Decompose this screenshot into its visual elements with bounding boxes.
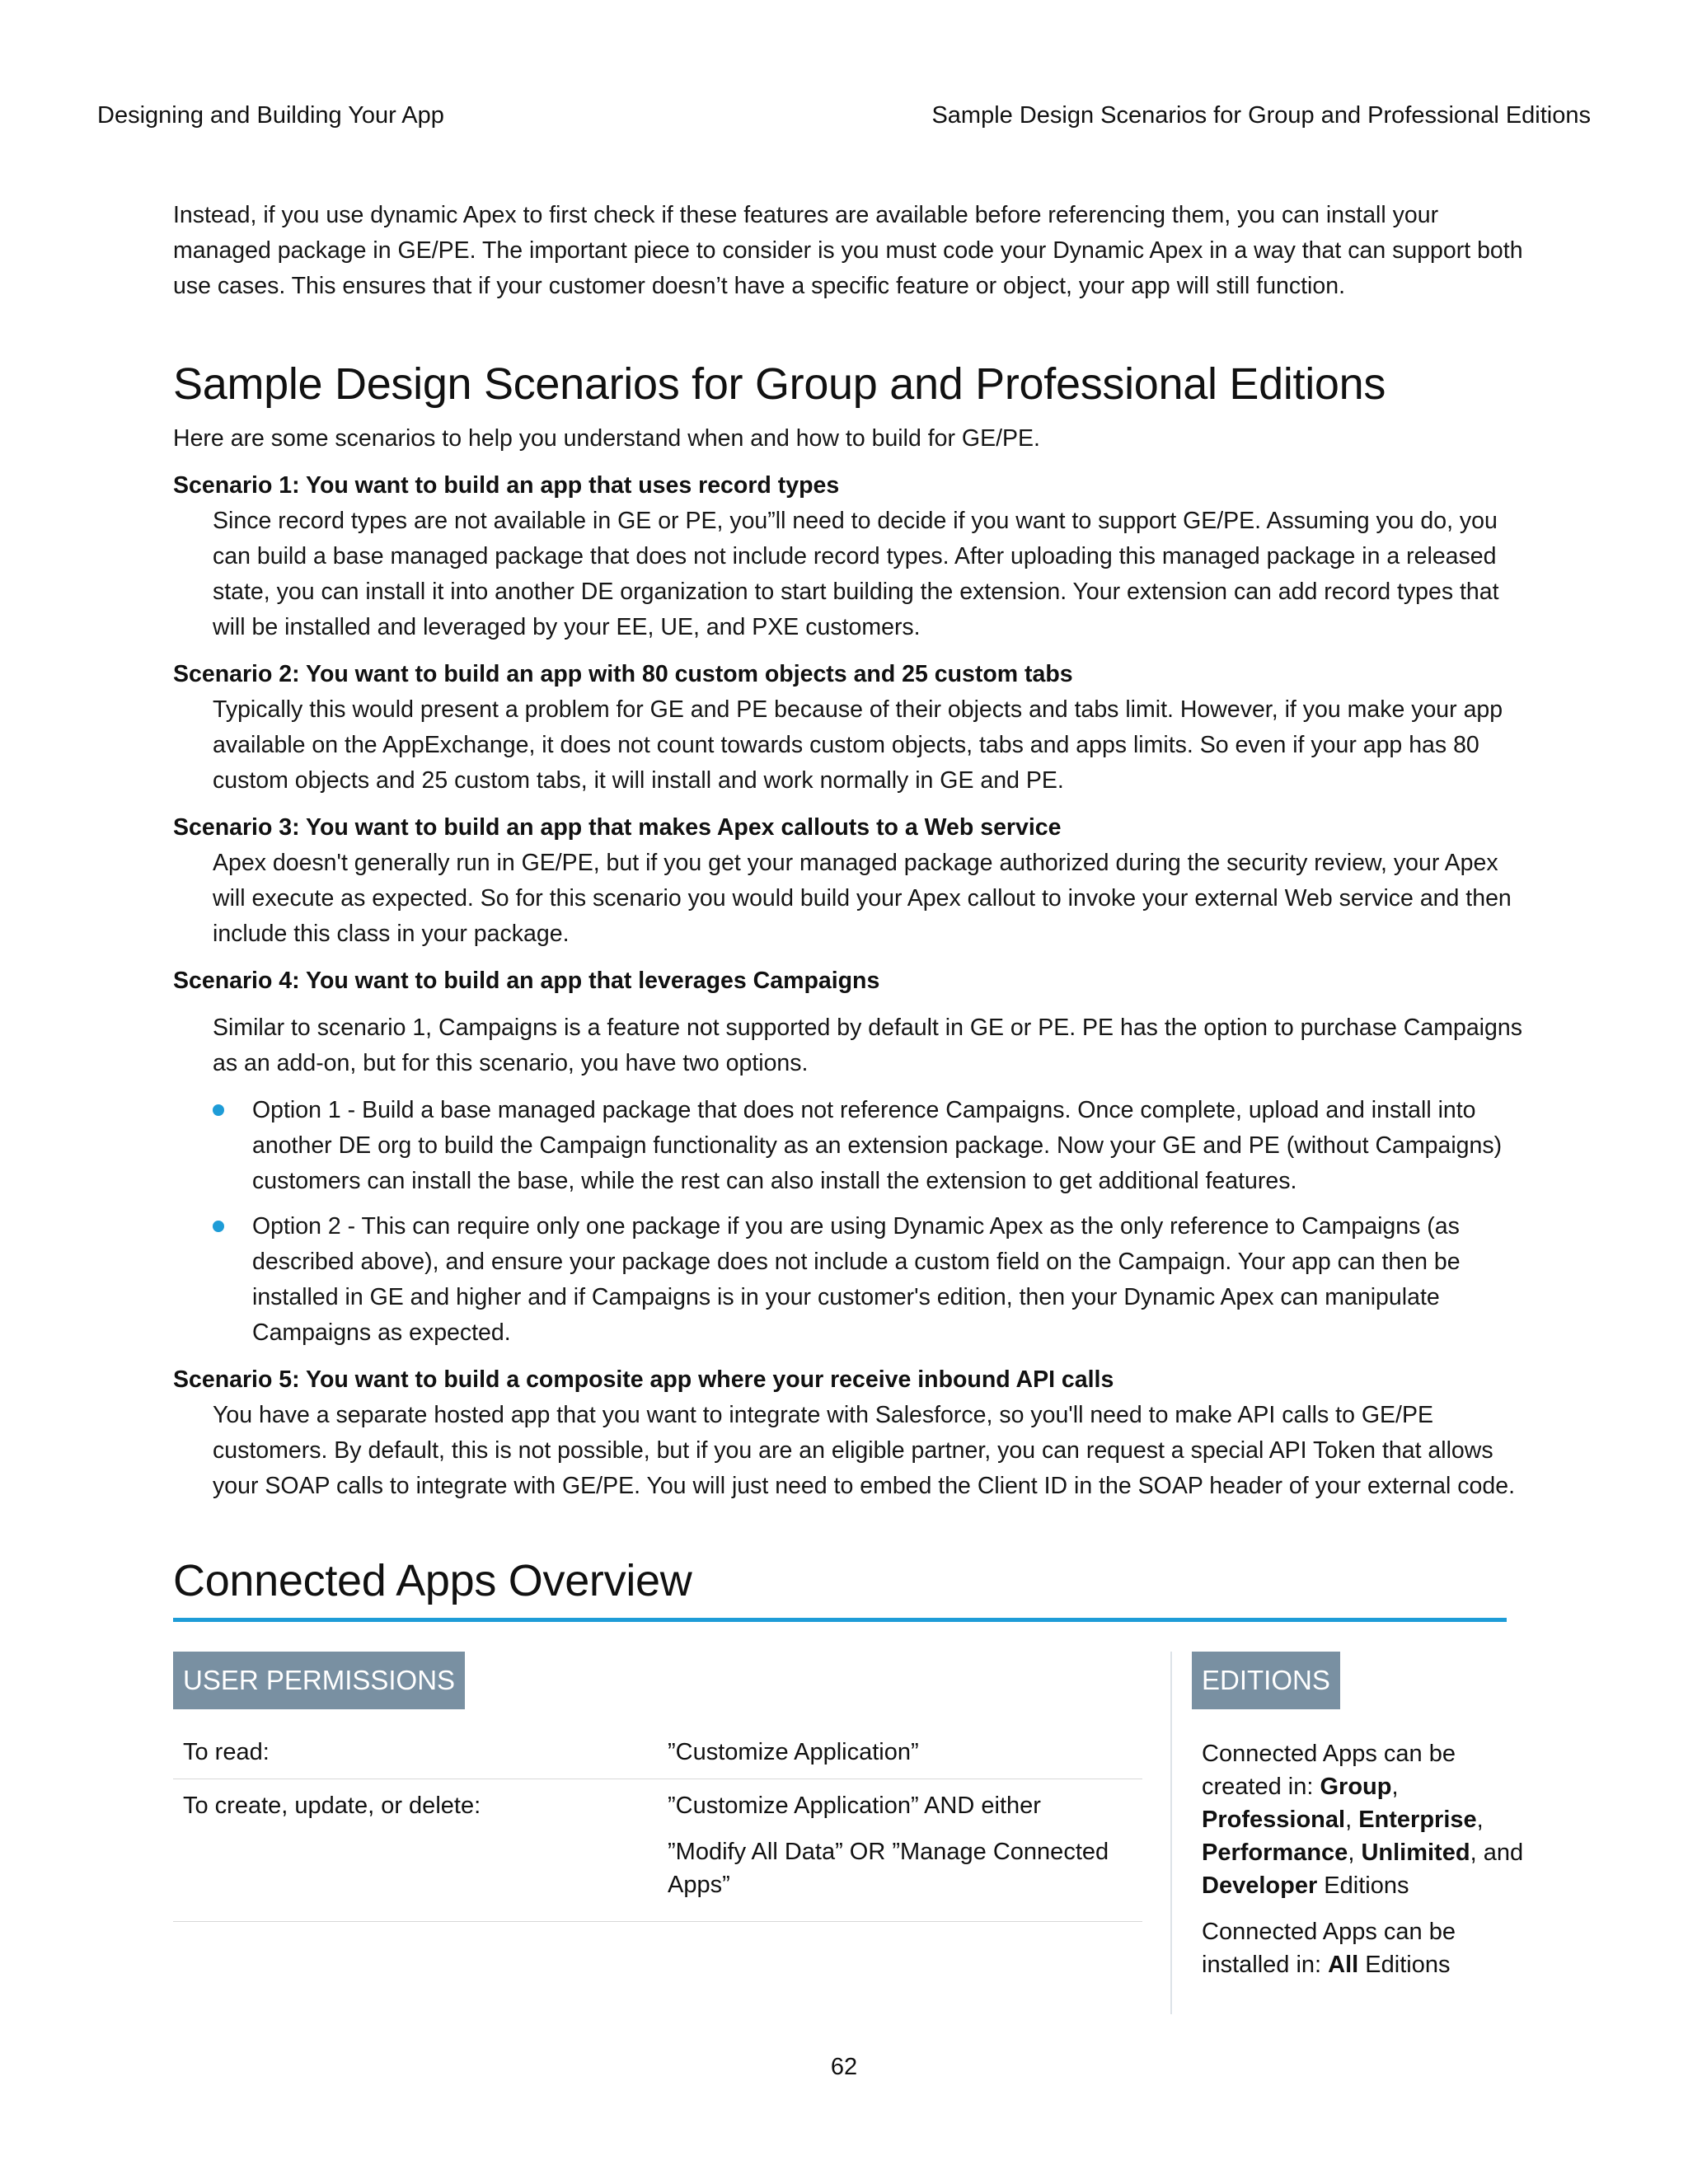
edition-unlimited: Unlimited [1361, 1840, 1470, 1866]
permission-label: To read: [173, 1726, 658, 1779]
editions-badge: EDITIONS [1192, 1652, 1340, 1709]
permission-value-cell [658, 1779, 1142, 1922]
scenario-body: Apex doesn't generally run in GE/PE, but if you get your managed package authorized during the security review, your Apex will execute as expected. So for this scenario you would build your Apex callout to invoke your external Web service and then include this class in your package. [213, 850, 1512, 947]
running-header [97, 97, 1591, 134]
table-row [173, 1779, 1142, 1922]
scenario-title: Scenario 5: You want to build a composite app where your receive inbound API calls [173, 1366, 1114, 1393]
scenario-4 [173, 963, 1525, 1351]
scenario-body: Typically this would present a problem for GE and PE because of their objects and tabs limit. However, if you make your app available on the AppExchange, it does not count towards custom objects, tabs and apps limits. So even if your app has 80 custom objects and 25 custom tabs, it will install and work normally in GE and PE. [213, 696, 1503, 794]
column-divider [1170, 1652, 1172, 2014]
list-item [213, 1209, 1525, 1351]
connected-apps-heading: Connected Apps Overview [173, 1556, 692, 1605]
option-2-text: Option 2 - This can require only one package if you are using Dynamic Apex as the only reference to Campaigns (as described above), and ensure your package does not include a custom field on the Campaign. Your app can then be installed in GE and higher and if Campaigns is in your customer's edition, then your Dynamic Apex can manipulate Campaigns as expected. [252, 1213, 1461, 1346]
scenario-5 [173, 1362, 1525, 1504]
permission-value: ”Customize Application” [658, 1726, 1142, 1779]
edition-group: Group [1320, 1774, 1392, 1800]
header-chapter-title: Designing and Building Your App [97, 102, 444, 129]
scenario-body: Since record types are not available in GE or PE, you”ll need to decide if you want to support GE/PE. Assuming you do, you can build a base managed package that does not include record types. After uploading this managed package in a released state, you can install it into another DE organization to start building the extension. Your extension can add record types that will be installed and leveraged by your EE, UE, and PXE customers. [213, 508, 1499, 640]
editions-text [1192, 1737, 1525, 1981]
edition-performance: Performance [1202, 1840, 1348, 1866]
heading-rule [173, 1618, 1507, 1622]
scenario-title: Scenario 2: You want to build an app with 80 custom objects and 25 custom tabs [173, 661, 1073, 687]
permission-value: ”Customize Application” AND either [668, 1793, 1041, 1819]
option-list [173, 1093, 1525, 1351]
bullet-icon [213, 1221, 224, 1232]
permission-value-secondary: ”Modify All Data” OR ”Manage Connected Apps” [668, 1839, 1109, 1898]
edition-all: All [1328, 1952, 1359, 1978]
permissions-panel [173, 1652, 1525, 2014]
scenario-title: Scenario 3: You want to build an app that makes Apex callouts to a Web service [173, 814, 1062, 841]
intro-paragraph: Instead, if you use dynamic Apex to first check if these features are available before referencing them, you can install your managed package in GE/PE. The important piece to consider is you must code your Dynamic Apex in a way that can support both use cases. This ensures that if your customer doesn’t have a specific feature or object, your app will still function. [173, 202, 1523, 299]
bullet-icon [213, 1104, 224, 1116]
editions-word: Editions [1324, 1872, 1409, 1899]
user-permissions-section [173, 1652, 1142, 1922]
page-number: 62 [830, 2054, 858, 2080]
scenario-3 [173, 810, 1525, 952]
option-1-text: Option 1 - Build a base managed package that does not reference Campaigns. Once complete, upload and install into another DE org to build the Campaign functionality as an extension package. Now your GE and PE (without Campaigns) customers can install the base, while the rest can also install the extension to get additional features. [252, 1097, 1503, 1194]
scenario-4-intro: Similar to scenario 1, Campaigns is a feature not supported by default in GE or PE. PE has the option to purchase Campaigns as an add-on, but for this scenario, you have two options. [213, 1015, 1522, 1076]
editions-installed [1202, 1915, 1525, 1981]
user-permissions-badge: USER PERMISSIONS [173, 1652, 465, 1709]
permissions-table [173, 1726, 1142, 1922]
editions-section [1192, 1652, 1525, 1981]
list-item [213, 1093, 1525, 1199]
header-section-title: Sample Design Scenarios for Group and Professional Editions [931, 102, 1591, 129]
scenario-title: Scenario 1: You want to build an app that uses record types [173, 472, 840, 499]
scenario-body [173, 1010, 1525, 1081]
edition-enterprise: Enterprise [1358, 1807, 1477, 1833]
scenario-body: You have a separate hosted app that you want to integrate with Salesforce, so you'll need to make API calls to GE/PE customers. By default, this is not possible, but if you are an eligible partner, you can request a special API Token that allows your SOAP calls to integrate with GE/PE. You will just need to embed the Client ID in the SOAP header of your external code. [213, 1402, 1515, 1499]
scenario-2 [173, 657, 1525, 799]
editions-created: Connected Apps can be created in: Group, Professional, Enterprise, Performance, Unlimited, and Developer Editions [1202, 1741, 1524, 1899]
editions-installed-prefix: Connected Apps can be installed in: [1202, 1919, 1456, 1978]
scenario-title: Scenario 4: You want to build an app that leverages Campaigns [173, 968, 880, 994]
editions-created-prefix: Connected Apps can be created in: [1202, 1741, 1456, 1800]
table-row [173, 1726, 1142, 1779]
edition-developer: Developer [1202, 1872, 1318, 1899]
permission-label: To create, update, or delete: [173, 1779, 658, 1922]
edition-professional: Professional [1202, 1807, 1346, 1833]
editions-installed-suffix: Editions [1365, 1952, 1451, 1978]
scenarios-lead: Here are some scenarios to help you understand when and how to build for GE/PE. [173, 425, 1040, 452]
scenario-1 [173, 468, 1525, 645]
scenarios-heading: Sample Design Scenarios for Group and Professional Editions [173, 359, 1386, 409]
page-content [173, 198, 1525, 2014]
editions-and: and [1483, 1840, 1524, 1866]
